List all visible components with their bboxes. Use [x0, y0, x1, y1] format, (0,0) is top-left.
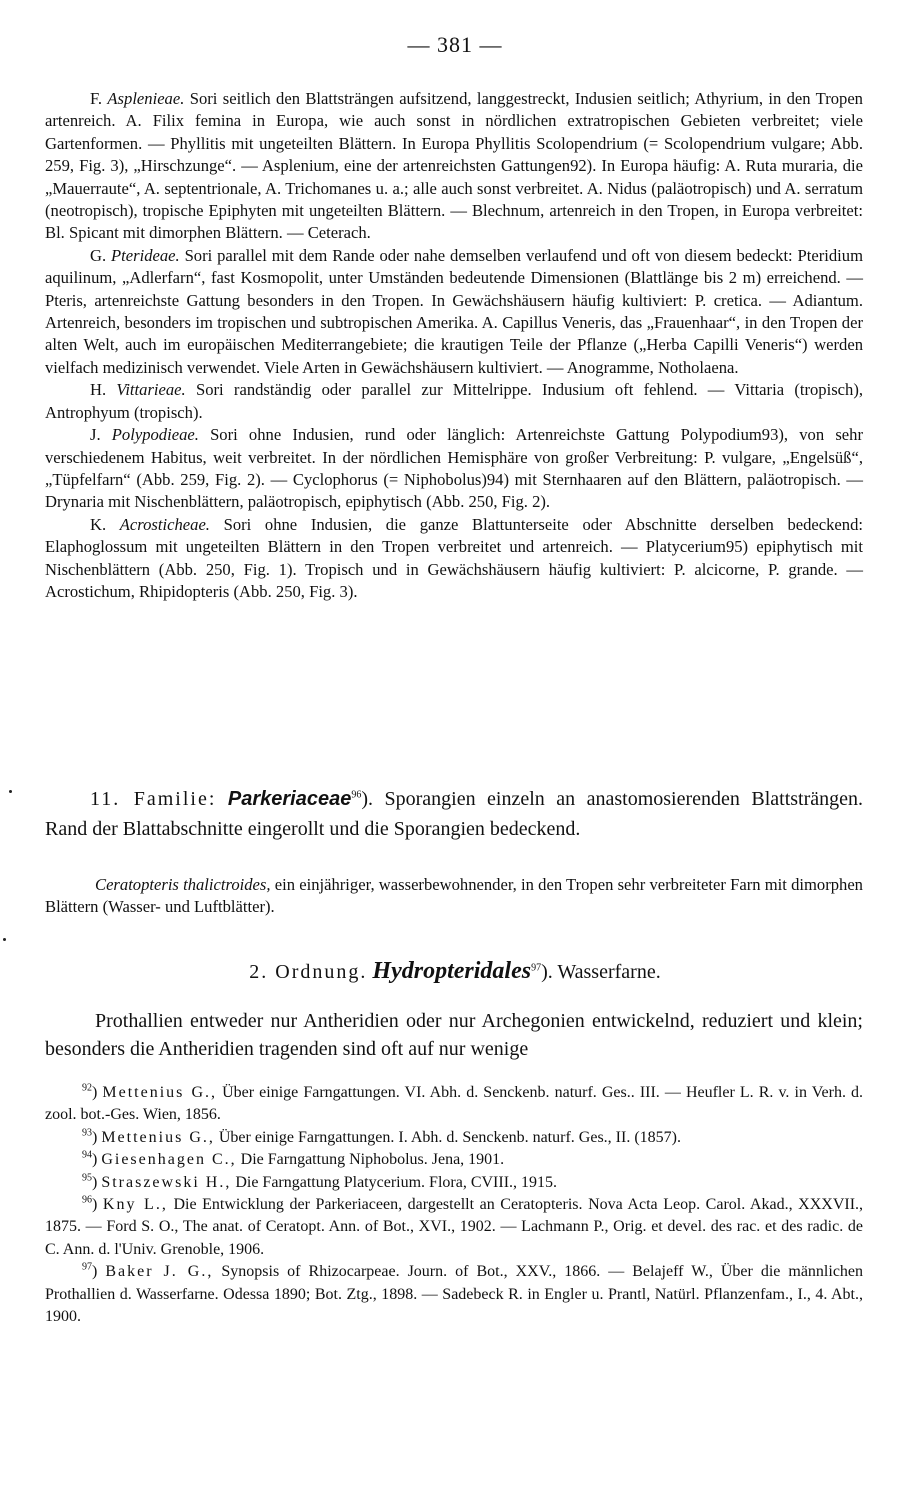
family-name: Parkeriaceae: [227, 788, 352, 810]
section-heading: Polypodieae.: [111, 425, 199, 445]
family-note-species: Ceratopteris thalictroides,: [95, 875, 271, 894]
family-text: ). Sporangien einzeln an anastomosierenden Blattsträngen. Rand der Blattabschnitte eingerollt und die Sporangien bedeckend.: [45, 788, 864, 840]
family-note-paragraph: [45, 874, 863, 919]
footnote-number: 93: [82, 1127, 92, 1139]
section-label: K.: [90, 514, 107, 534]
family-note-text: ein einjähriger, wasserbewohnender, in den Tropen sehr verbreiteter Farn mit dimorphen Blättern (Wasser- und Luftblätter).: [45, 875, 863, 917]
section-paragraph: [45, 514, 863, 604]
footnote-author: Mettenius G.,: [102, 1084, 218, 1101]
footnote-number: 95: [82, 1172, 92, 1184]
footnote-text: Die Entwicklung der Parkeriaceen, dargestellt an Ceratopteris. Nova Acta Leop. Carol. Akad., XXXVII., 1875. — Ford S. O., The anat. of Ceratopt. Ann. of Bot., XVI., 1902. — Lachmann P., Orig. et devel. des rac. et des radic. de C. Ann. d. l'Univ. Grenoble, 1906.: [45, 1196, 864, 1258]
footnote-text: Die Farngattung Platycerium. Flora, CVIII., 1915.: [235, 1173, 558, 1191]
order-suffix: ). Wasserfarne.: [541, 961, 661, 983]
footnote-author: Baker J. G.,: [105, 1263, 214, 1281]
margin-speck: [9, 790, 12, 793]
prothallia-text: Prothallien entweder nur Antheridien oder nur Archegonien entwickelnd, reduziert und klein; besonders die Antheridien tragenden sind oft auf nur wenige: [45, 1010, 863, 1060]
footnote-author: Straszewski H.,: [101, 1173, 232, 1191]
section-paragraph: [45, 424, 863, 514]
footnote: $^{97}$) Baker J. G., Synopsis of Rhizocarpeae. Journ. of Bot., XXV., 1866. — Belajeff W., Über die männlichen Prothallien d. Wasserfarne. Odessa 1890; Bot. Ztg., 1898. — Sadebeck R. in Engler u. Prantl, Natürl. Pflanzenfam., I., 4. Abt., 1900.: [45, 1261, 864, 1326]
section-text: Sori ohne Indusien, rund oder länglich: Artenreichste Gattung Polypodium93), von sehr verschiedenem Habitus, weit verbreitet. In der nördlichen Hemisphäre von großer Verbreitung: P. vulgare, „Engelsüß“, „Tüpfelfarn“ (Abb. 259, Fig. 2). — Cyclophorus (= Niphobolus)94) mit Sternhaaren auf den Blättern, paläotropisch. — Drynaria mit Nischenblättern, paläotropisch, epiphytisch (Abb. 250, Fig. 2).: [45, 425, 863, 512]
section-paragraph: [45, 88, 863, 245]
section-heading: Vittarieae.: [116, 380, 186, 400]
section-text: Sori parallel mit dem Rande oder nahe demselben verlaufend und oft von diesem bedeckt: Pteridium aquilinum, „Adlerfarn“, fast Kosmopolit, unter Umständen bedeutende Dimensionen (Blattlänge bis 2 m) erreichend. — Pteris, artenreichste Gattung besonders in den Tropen. In Gewächshäusern häufig kultiviert: P. cretica. — Adiantum. Artenreich, besonders im tropischen und subtropischen Amerika. A. Capillus Veneris, das „Frauenhaar“, in den Tropen der alten Welt, auch im europäischen Mediterrangebiete; die krautigen Teile der Pflanze („Herba Capilli Veneris“) werden vielfach medizinisch verwendet. Viele Arten in Gewächshäusern kultiviert. — Anogramme, Notholaena.: [45, 245, 863, 377]
section-paragraph: [45, 379, 863, 424]
footnote-ref: 97: [531, 962, 542, 974]
footnote: $^{93}$) Mettenius G., Über einige Farngattungen. I. Abh. d. Senckenb. naturf. Ges., II. (1857).: [82, 1127, 681, 1146]
footnote: $^{96}$) Kny L., Die Entwicklung der Parkeriaceen, dargestellt an Ceratopteris. Nova Acta Leop. Carol. Akad., XXXVII., 1875. — Ford S. O., The anat. of Ceratopt. Ann. of Bot., XVI., 1902. — Lachmann P., Orig. et devel. des rac. et des radic. de C. Ann. d. l'Univ. Grenoble, 1906.: [45, 1194, 864, 1258]
order-prefix: 2. Ordnung.: [249, 961, 368, 983]
footnote-number: 92: [82, 1082, 92, 1094]
section-heading: Pterideae.: [111, 245, 180, 265]
footnote-number: 96: [82, 1194, 92, 1206]
section-text: Sori randständig oder parallel zur Mittelrippe. Indusium oft fehlend. — Vittaria (tropisch), Antrophyum (tropisch).: [45, 380, 863, 422]
footnote-ref: 96: [351, 789, 362, 801]
section-text: Sori ohne Indusien, die ganze Blattunterseite oder Abschnitte derselben bedeckend: Elaphoglossum mit ungeteilten Blättern in den Tropen verbreitet und artenreich. — Platycerium95) epiphytisch mit Nischenblättern (Abb. 250, Fig. 1). Tropisch und in Gewächshäusern häufig kultiviert: P. alcicorne, P. grande. — Acrostichum, Rhipidopteris (Abb. 250, Fig. 3).: [45, 514, 863, 601]
section-text: Sori seitlich den Blattsträngen aufsitzend, langgestreckt, Indusien seitlich; Athyrium, in den Tropen artenreich. A. Filix femina in Europa, wie auch sonst in nördlichen extratropischen Gebieten verbreitet; viele Gartenformen. — Phyllitis mit ungeteilten Blättern. In Europa Phyllitis Scolopendrium (= Scolopendrium vulgare; Abb. 259, Fig. 3), „Hirschzunge“. — Asplenium, eine der artenreichsten Gattungen92). In Europa häufig: A. Ruta muraria, die „Mauerraute“, A. septentrionale, A. Trichomanes u. a.; alle auch sonst verbreitet. A. Nidus (paläotropisch) und A. serratum (neotropisch), tropische Epiphyten mit ungeteilten Blättern. — Blechnum, artenreich in den Tropen, in Europa verbreitet: Bl. Spicant mit dimorphen Blättern. — Ceterach.: [45, 89, 863, 243]
footnote-text: Synopsis of Rhizocarpeae. Journ. of Bot., XXV., 1866. — Belajeff W., Über die männlichen Prothallien d. Wasserfarne. Odessa 1890; Bot. Ztg., 1898. — Sadebeck R. in Engler u. Prantl, Natürl. Pflanzenfam., I., 4. Abt., 1900.: [45, 1263, 864, 1326]
section-label: F.: [90, 89, 103, 108]
footnote: $^{94}$) Giesenhagen C., Die Farngattung Niphobolus. Jena, 1901.: [82, 1149, 505, 1169]
section-label: G.: [90, 245, 107, 265]
main-text: [45, 88, 863, 603]
family-prefix: 11. Familie:: [90, 788, 217, 810]
family-heading-block: [45, 784, 863, 844]
footnotes: [45, 1082, 863, 1328]
section-heading: Asplenieae.: [107, 89, 185, 108]
section-paragraph: [45, 245, 863, 379]
footnote-text: Die Farngattung Niphobolus. Jena, 1901.: [240, 1151, 505, 1169]
footnote-text: Über einige Farngattungen. VI. Abh. d. Senckenb. naturf. Ges.. III. — Heufler L. R. v. in Verh. d. zool. bot.-Ges. Wien, 1856.: [45, 1084, 864, 1124]
family-note: [45, 874, 863, 919]
order-name: Hydropteridales: [372, 958, 532, 984]
footnote-author: Giesenhagen C.,: [101, 1151, 237, 1169]
family-paragraph: [45, 784, 863, 844]
order-heading: [0, 956, 910, 987]
footnote: $^{95}$) Straszewski H., Die Farngattung Platycerium. Flora, CVIII., 1915.: [82, 1172, 558, 1191]
footnote-number: 94: [82, 1149, 92, 1161]
prothallia-paragraph: [45, 1007, 863, 1063]
footnote: $^{92}$) Mettenius G., Über einige Farngattungen. VI. Abh. d. Senckenb. naturf. Ges.. III. — Heufler L. R. v. in Verh. d. zool. bot.-Ges. Wien, 1856.: [45, 1082, 864, 1124]
section-label: J.: [90, 425, 101, 445]
section-heading: Acrosticheae.: [119, 514, 210, 534]
footnote-number: 97: [82, 1261, 92, 1273]
footnote-text: Über einige Farngattungen. I. Abh. d. Senckenb. naturf. Ges., II. (1857).: [218, 1128, 681, 1146]
footnote-author: Kny L.,: [102, 1196, 168, 1214]
page-number: — 381 —: [407, 32, 503, 57]
margin-speck: [3, 938, 6, 941]
section-label: H.: [90, 380, 107, 400]
footnote-author: Mettenius G.,: [101, 1128, 215, 1146]
